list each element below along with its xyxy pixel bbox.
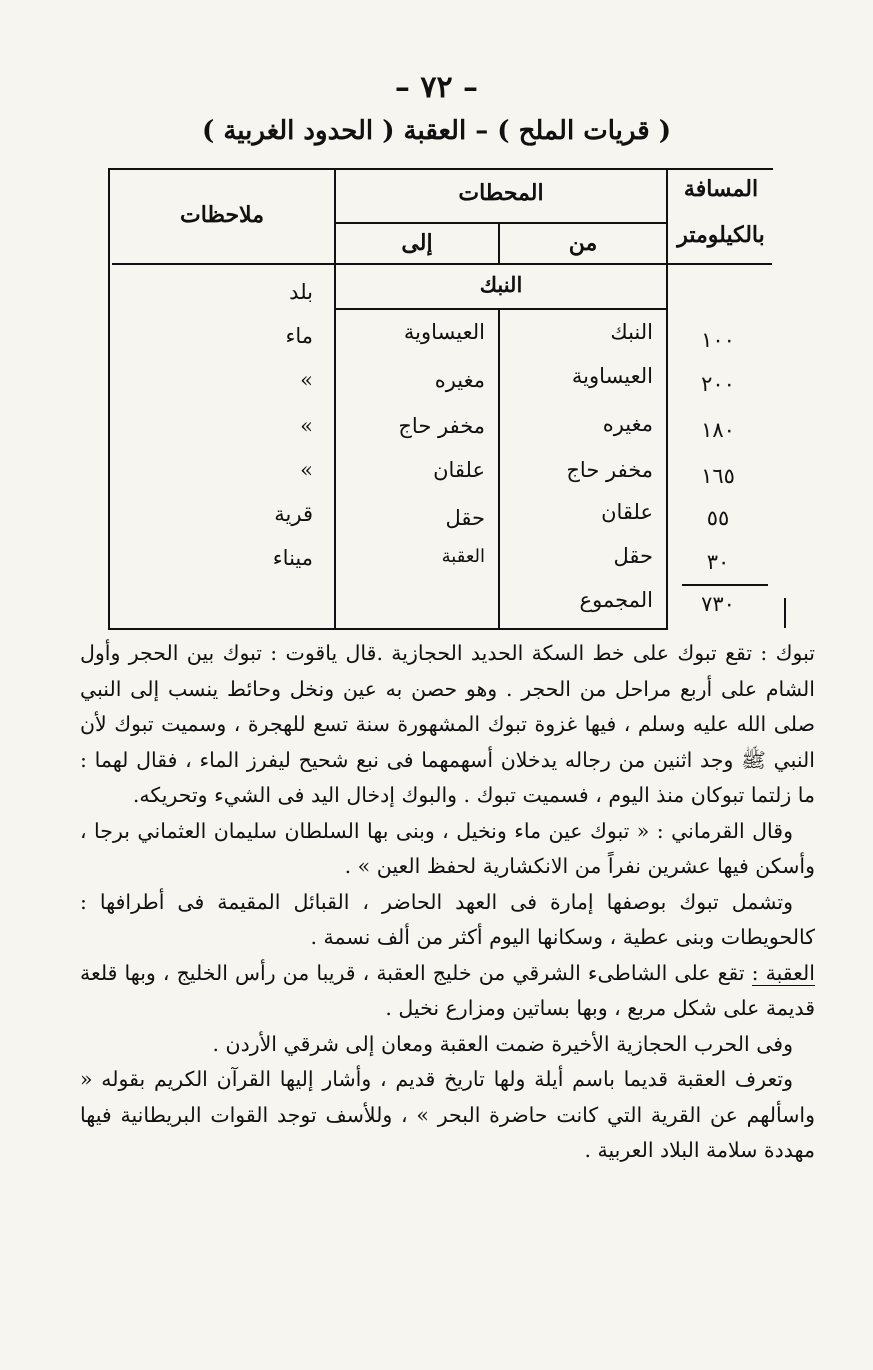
row-3-km: ١٨٠ bbox=[701, 418, 735, 442]
row-6-note: ميناء bbox=[272, 546, 313, 570]
row-3-note: » bbox=[300, 414, 313, 438]
row-6-from: حقل bbox=[613, 544, 653, 568]
row-5-km: ٥٥ bbox=[706, 506, 730, 530]
row-1-to: العيساوية bbox=[403, 320, 485, 344]
table-top-border bbox=[108, 168, 773, 170]
row-6-to: العقبة bbox=[441, 546, 485, 567]
table-right-tick bbox=[784, 598, 786, 628]
paragraph-qaramani: وقال القرماني : « تبوك عين ماء ونخيل ، وبنى بها السلطان سليمان العثماني برجا ، وأسكن فيها عشرين نفراً من الانكشارية لحفظ العين » . bbox=[80, 818, 815, 878]
paragraph-tabuk-emirate: وتشمل تبوك بوصفها إمارة فى العهد الحاضر ، القبائل المقيمة فى أطرافها : كالحويطات وبنى عطية ، وسكانها اليوم أكثر من ألف نسمة . bbox=[80, 889, 815, 949]
body-text bbox=[80, 636, 815, 1169]
row-3-to: مخفر حاج bbox=[398, 414, 485, 438]
paragraph-aqaba bbox=[80, 956, 815, 1027]
paragraph-hijaz-war: وفى الحرب الحجازية الأخيرة ضمت العقبة ومعان إلى شرقي الأردن . bbox=[212, 1031, 793, 1056]
row-2-km: ٢٠٠ bbox=[701, 372, 735, 396]
row-4-km: ١٦٥ bbox=[701, 464, 735, 488]
row-1-km: ١٠٠ bbox=[701, 328, 735, 352]
total-label: المجموع bbox=[579, 588, 653, 612]
table-header-bottom-line bbox=[112, 263, 772, 265]
aqaba-label: العقبة : bbox=[751, 960, 815, 985]
row-2-from: العيساوية bbox=[571, 364, 653, 388]
table-total-line bbox=[682, 584, 768, 586]
row-5-from: علقان bbox=[601, 500, 653, 524]
header-notes: ملاحظات bbox=[180, 202, 264, 228]
paragraph-tabuk: تبوك : تقع تبوك على خط السكة الحديد الحجازية .قال ياقوت : تبوك بين الحجر وأول الشام على أربع مراحل من الحجر . وهو حصن به عين ونخل وحائط ينسب إلى النبي صلى الله عليه وسلم ، فيها غزوة تبوك المشهورة سنة تسع للهجرة ، وسميت تبوك لأن النبي ﷺ وجد اثنين من رجاله يدخلان أسهمهما فى نبع شحيح ليفرز الماء ، فقال لهما : ما زلتما تبوكان منذ اليوم ، فسميت تبوك . والبوك إدخال اليد فى الشيء وتحريكه. bbox=[80, 641, 815, 807]
row-5-to: حقل bbox=[445, 506, 485, 530]
table-bottom-border bbox=[108, 628, 668, 630]
distance-table bbox=[108, 168, 773, 630]
row-4-to: علقان bbox=[433, 458, 485, 482]
table-stations-subheader-line bbox=[336, 222, 666, 224]
page-title: ( قريات الملح ) – العقبة ( الحدود الغربية ) bbox=[201, 116, 672, 146]
row-5-note: قرية bbox=[274, 502, 313, 526]
table-left-border bbox=[108, 168, 110, 630]
row-2-note: » bbox=[300, 368, 313, 392]
row-4-from: مخفر حاج bbox=[566, 458, 653, 482]
row-1-note: ماء bbox=[285, 324, 313, 348]
header-from: من bbox=[568, 230, 598, 256]
group-label: النبك bbox=[479, 272, 523, 297]
row-2-to: مغيره bbox=[434, 368, 485, 392]
table-group-line bbox=[336, 308, 666, 310]
table-divider-from-to-body bbox=[498, 310, 500, 630]
aqaba-text: تقع على الشاطىء الشرقي من خليج العقبة ، قريبا من رأس الخليج ، وبها قلعة قديمة على شكل مربع ، وبها بساتين ومزارع نخيل . bbox=[80, 960, 815, 1020]
row-3-from: مغيره bbox=[602, 412, 653, 436]
header-to: إلى bbox=[401, 230, 433, 256]
header-stations: المحطات bbox=[458, 180, 544, 206]
paragraph-ayla: وتعرف العقبة قديما باسم أيلة ولها تاريخ قديم ، وأشار إليها القرآن الكريم بقوله « واسألهم عن القرية التي كانت حاضرة البحر » ، وللأسف توجد القوات البريطانية فيها مهددة سلامة البلاد العربية . bbox=[80, 1067, 815, 1162]
row-6-km: ٣٠ bbox=[706, 550, 730, 574]
header-distance-line1: المسافة bbox=[683, 176, 759, 202]
page-number: – ٧٢ – bbox=[394, 70, 479, 105]
total-km: ٧٣٠ bbox=[701, 592, 735, 616]
row-4-note: » bbox=[300, 458, 313, 482]
group-note: بلد bbox=[289, 280, 313, 304]
row-1-from: النبك bbox=[610, 320, 653, 344]
header-distance-line2: بالكيلومتر bbox=[677, 222, 765, 248]
